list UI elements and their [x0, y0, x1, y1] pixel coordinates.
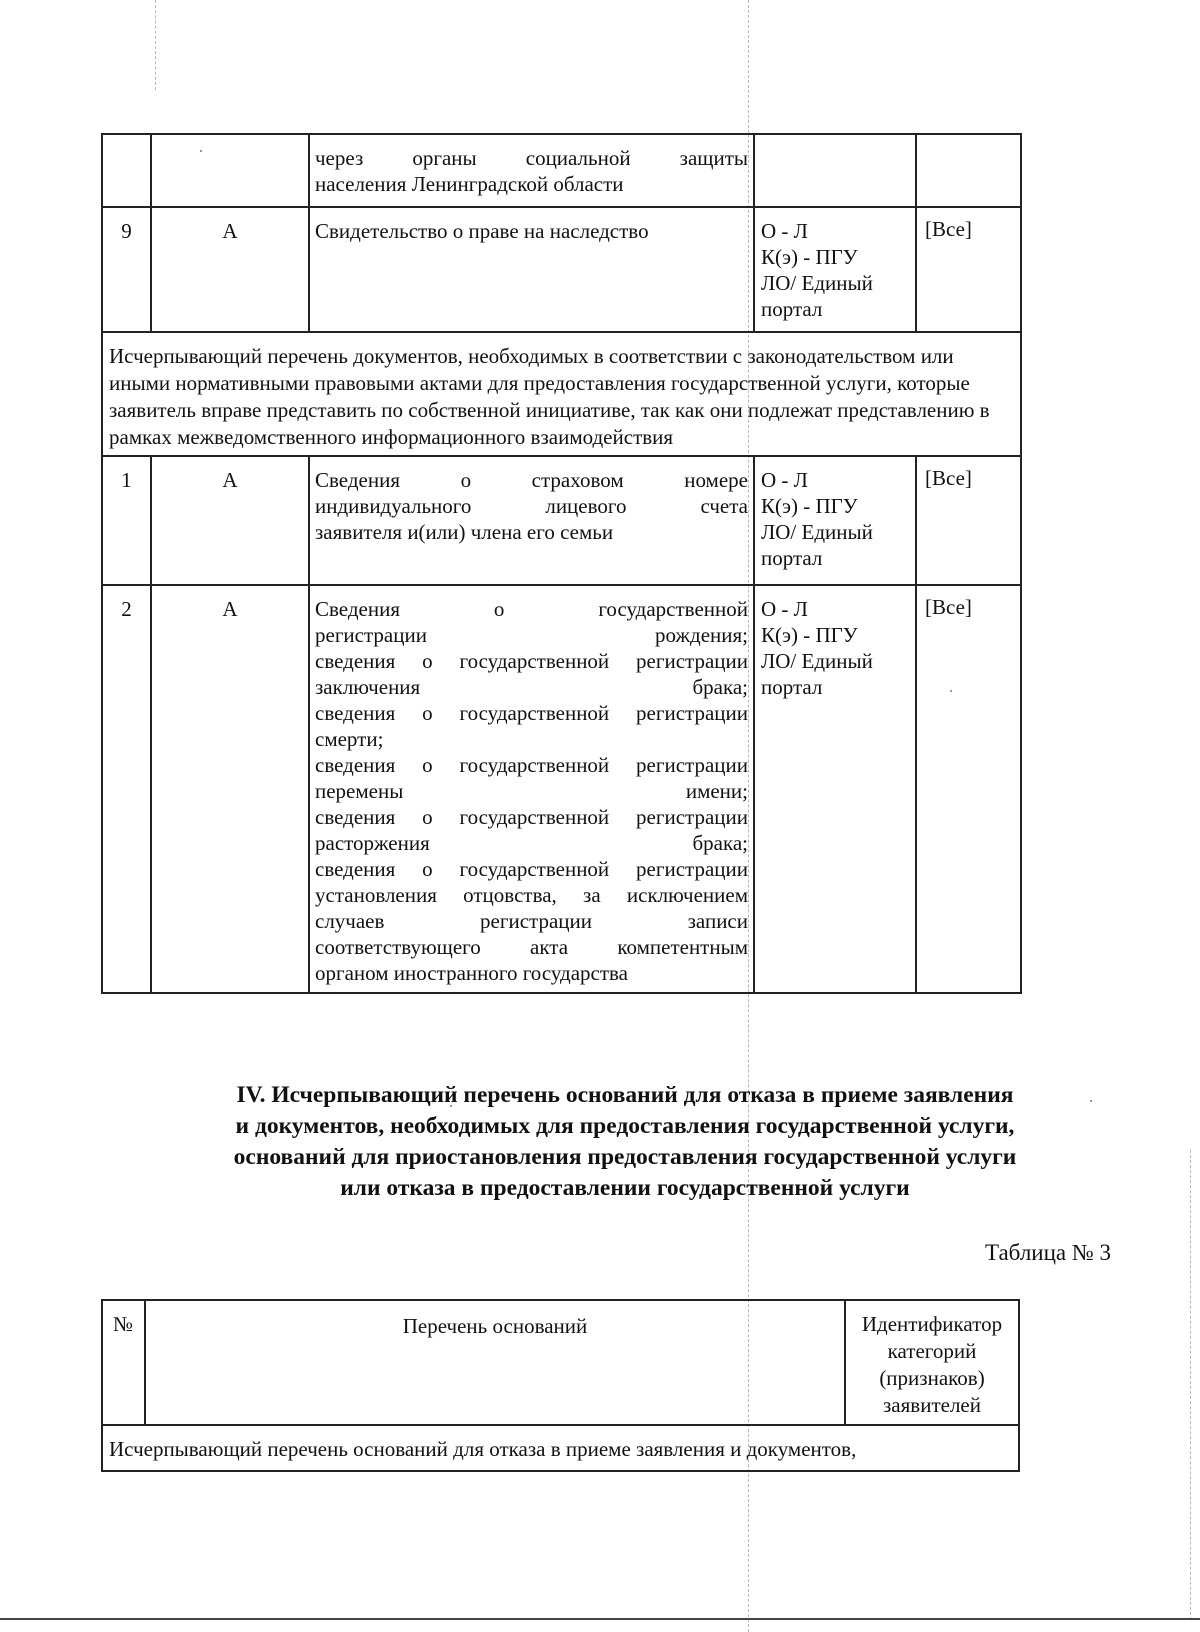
identifier-header-line: Идентификатор: [861, 1312, 1003, 1336]
row-identifier-cell: [Все]: [916, 585, 1021, 993]
document-line: Сведения о страховом номере: [315, 468, 748, 492]
document-line: сведения о государственной регистрации: [315, 805, 748, 829]
row-document-cell: [309, 456, 754, 585]
channel-line: О - Л: [761, 468, 808, 492]
document-line: Сведения о государственной: [315, 597, 748, 621]
document-line: через органы социальной защиты: [315, 146, 748, 170]
table-3-header-num: №: [102, 1300, 145, 1425]
row-channel-cell: [754, 456, 916, 585]
table-3-header-identifier: [845, 1300, 1019, 1425]
document-line: заключения брака;: [315, 675, 748, 699]
identifier-header-line: (признаков): [879, 1366, 985, 1390]
row-identifier-cell: [Все]: [916, 456, 1021, 585]
channel-line: К(э) - ПГУ: [761, 494, 858, 518]
table-3-header-row: [102, 1300, 1019, 1425]
table-row: [102, 585, 1021, 993]
document-line: населения Ленинградской области: [315, 172, 624, 196]
document-line: Свидетельство о праве на наследство: [315, 219, 649, 243]
identifier-header-line: категорий: [887, 1339, 977, 1363]
channel-line: ЛО/ Единый: [761, 520, 873, 544]
row-identifier-cell: [Все]: [916, 207, 1021, 332]
document-line: сведения о государственной регистрации: [315, 857, 748, 881]
row-num-cell: 1: [102, 456, 151, 585]
table-3-label: Таблица № 3: [985, 1240, 1112, 1265]
document-line: установления отцовства, за исключением: [315, 883, 748, 907]
section-heading-line: или отказа в предоставлении государственной услуги: [340, 1175, 910, 1201]
channel-line: портал: [761, 675, 823, 699]
row-channel-cell: [754, 585, 916, 993]
document-line: сведения о государственной регистрации: [315, 649, 748, 673]
channel-line: ЛО/ Единый: [761, 271, 873, 295]
scan-edge-mark: [1190, 1150, 1191, 1620]
row-identifier-cell: [916, 134, 1021, 207]
channel-line: портал: [761, 297, 823, 321]
table-3-section-row: [102, 1425, 1019, 1471]
channel-line: К(э) - ПГУ: [761, 245, 858, 269]
table-3-header-list: Перечень оснований: [145, 1300, 845, 1425]
document-line: индивидуального лицевого счета: [315, 494, 748, 518]
row-category-cell: [151, 134, 309, 207]
row-channel-cell: [754, 134, 916, 207]
channel-line: О - Л: [761, 219, 808, 243]
document-line: случаев регистрации записи: [315, 909, 748, 933]
table-row: [102, 456, 1021, 585]
channel-line: О - Л: [761, 597, 808, 621]
row-num-cell: 2: [102, 585, 151, 993]
section-heading-line: оснований для приостановления предоставления государственной услуги: [233, 1144, 1017, 1170]
scan-mark: [155, 0, 156, 90]
document-line: перемены имени;: [315, 779, 748, 803]
row-category-cell: А: [151, 585, 309, 993]
document-line: смерти;: [315, 727, 384, 751]
document-line: регистрации рождения;: [315, 623, 748, 647]
channel-line: портал: [761, 546, 823, 570]
row-channel-cell: [754, 207, 916, 332]
section-row: [102, 332, 1021, 456]
document-line: расторжения брака;: [315, 831, 748, 855]
channel-line: К(э) - ПГУ: [761, 623, 858, 647]
document-line: сведения о государственной регистрации: [315, 701, 748, 725]
row-category-cell: А: [151, 207, 309, 332]
section-heading-line: IV. Исчерпывающий перечень оснований для отказа в приеме заявления: [236, 1082, 1014, 1108]
row-num-cell: 9: [102, 207, 151, 332]
row-document-cell: [309, 207, 754, 332]
document-line: заявителя и(или) члена его семьи: [315, 520, 614, 544]
row-document-cell: [309, 585, 754, 993]
channel-line: ЛО/ Единый: [761, 649, 873, 673]
identifier-header-line: заявителей: [883, 1393, 981, 1417]
document-line: сведения о государственной регистрации: [315, 753, 748, 777]
documents-table-body: [102, 134, 1021, 993]
table-row-continued: [102, 134, 1021, 207]
document-line: органом иностранного государства: [315, 961, 629, 985]
document-line: соответствующего акта компетентным: [315, 935, 748, 959]
row-num-cell: [102, 134, 151, 207]
table-row: [102, 207, 1021, 332]
scan-bottom-edge: [0, 1618, 1200, 1620]
table-3-section-text: Исчерпывающий перечень оснований для отказа в приеме заявления и документов,: [102, 1425, 1019, 1471]
section-heading-line: и документов, необходимых для предоставления государственной услуги,: [235, 1113, 1015, 1139]
table-3: [101, 1299, 1020, 1472]
documents-table-continued: [101, 133, 1022, 994]
section-heading: [145, 1080, 1105, 1204]
row-category-cell: А: [151, 456, 309, 585]
row-document-cell: [309, 134, 754, 207]
section-row-text: Исчерпывающий перечень документов, необходимых в соответствии с законодательством или иными нормативными правовыми актами для предоставления государственной услуги, которые заявитель вправе представить по собственной инициативе, так как они подлежат представлению в рамках межведомственного информационного взаимодействия: [102, 332, 1021, 456]
